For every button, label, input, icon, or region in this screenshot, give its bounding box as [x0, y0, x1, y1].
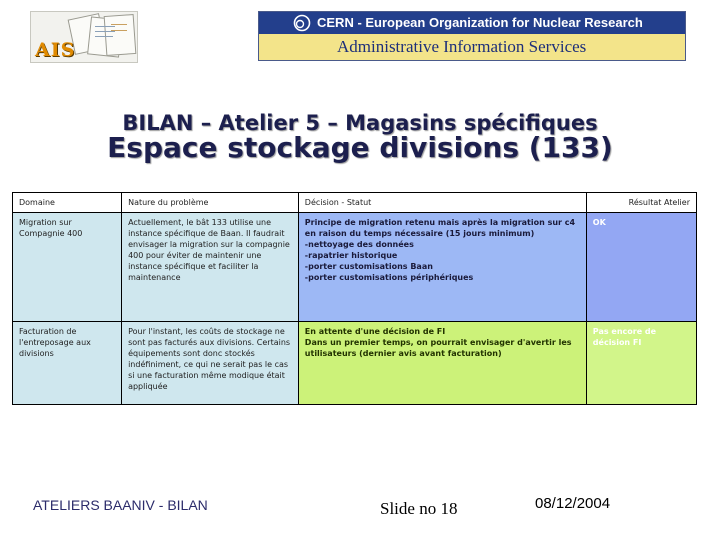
ais-logo-text: AIS	[35, 39, 76, 61]
cell-resultat	[586, 213, 696, 322]
header-decision: Décision - Statut	[298, 193, 586, 213]
slide-number: Slide no 18	[380, 499, 458, 518]
header-domaine: Domaine	[13, 193, 122, 213]
decision-line: Principe de migration retenu mais après la migration sur c4 en raison du temps nécessaire (15 jours minimum)	[304, 218, 576, 238]
footer-date: 08/12/2004	[535, 495, 611, 512]
decision-table	[12, 192, 697, 405]
header-nature: Nature du problème	[122, 193, 299, 213]
cell-decision	[298, 322, 586, 405]
table-row	[13, 322, 697, 405]
cell-domaine: Facturation de l'entreposage aux divisions	[13, 322, 122, 405]
document-icon	[104, 14, 137, 56]
resultat-text: OK	[592, 218, 606, 227]
header-resultat: Résultat Atelier	[586, 193, 696, 213]
table-header-row	[13, 193, 697, 213]
cern-logo-icon	[293, 14, 311, 32]
cern-title: CERN - European Organization for Nuclear Research	[317, 15, 643, 30]
cern-banner-top	[259, 12, 685, 34]
footer-title: ATELIERS BAANIV - BILAN	[33, 497, 208, 513]
cern-subtitle: Administrative Information Services	[337, 37, 587, 56]
decision-line: -porter customisations périphériques	[304, 273, 474, 282]
decision-line: Dans un premier temps, on pourrait envisager d'avertir les utilisateurs (dernier avis avant facturation)	[304, 338, 572, 358]
slide-title: BILAN – Atelier 5 – Magasins spécifiques	[122, 111, 598, 135]
cell-nature: Pour l'instant, les coûts de stockage ne sont pas facturés aux divisions. Certains équipements sont donc stockés indéfiniment, ce qui ne serait pas le cas si une facturation même modique était appliquée	[122, 322, 299, 405]
decision-line: -nettoyage des données	[304, 240, 414, 249]
resultat-text: Pas encore de décision FI	[592, 327, 657, 347]
slide-subtitle: Espace stockage divisions (133)	[107, 131, 613, 164]
decision-line: En attente d'une décision de FI	[304, 327, 446, 336]
cern-banner	[258, 11, 686, 61]
table-row	[13, 213, 697, 322]
decision-line: -rapatrier historique	[304, 251, 398, 260]
cell-nature: Actuellement, le bât 133 utilise une instance spécifique de Baan. Il faudrait envisager la migration sur la compagnie 400 pour éviter de maintenir une instance spécifique et faciliter la maintenance	[122, 213, 299, 322]
cell-domaine: Migration sur Compagnie 400	[13, 213, 122, 322]
ais-logo	[30, 11, 138, 63]
decision-line: -porter customisations Baan	[304, 262, 433, 271]
cell-resultat	[586, 322, 696, 405]
cell-decision	[298, 213, 586, 322]
